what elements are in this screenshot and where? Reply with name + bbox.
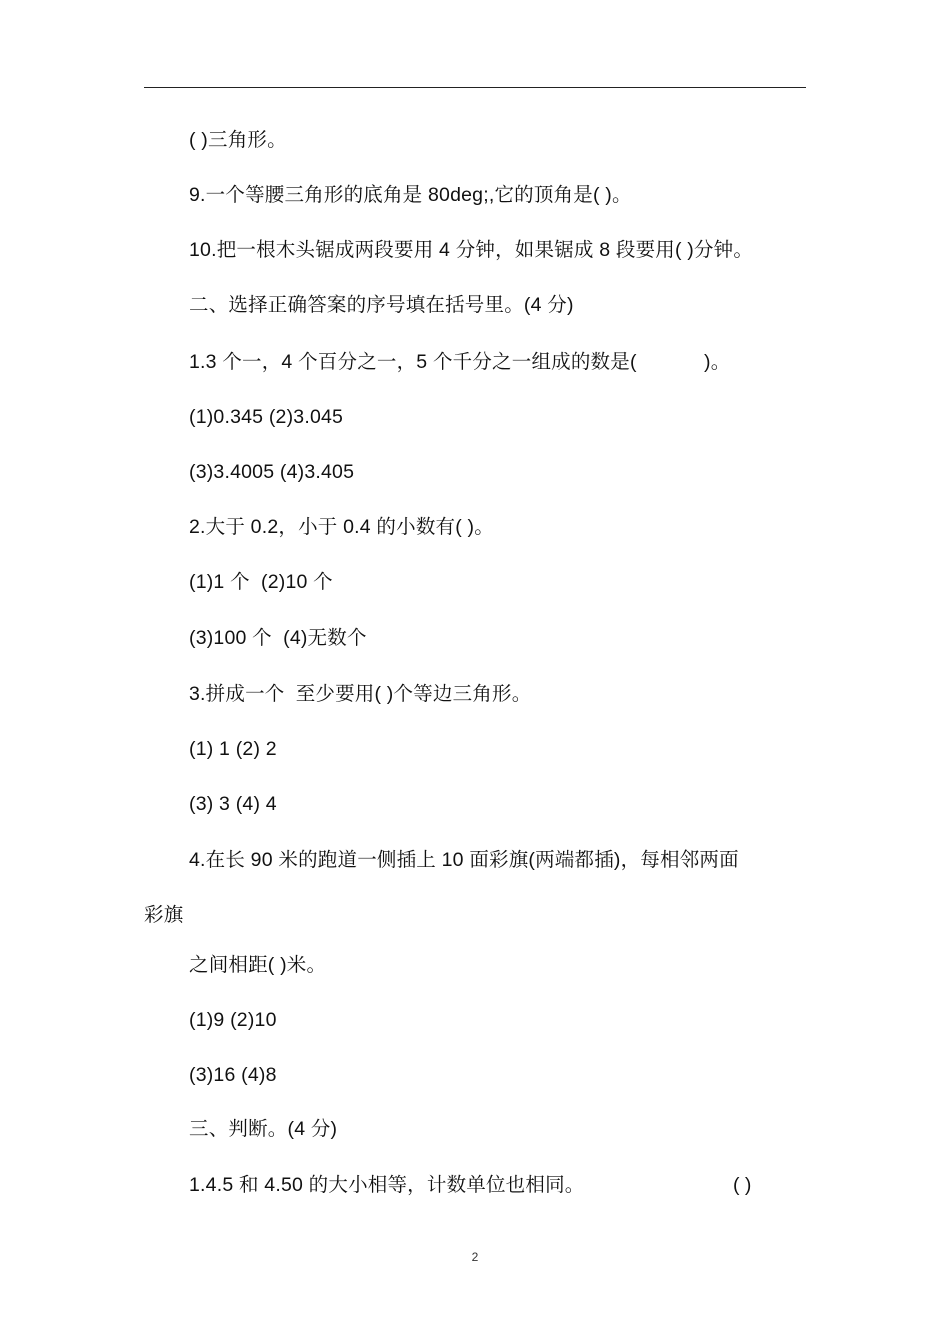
section-heading-judgement: 三、判断。(4 分) — [189, 1118, 338, 1140]
judgement-question-1: 1.4.5 和 4.50 的大小相等，计数单位也相同。 — [189, 1174, 585, 1196]
section-heading-choice: 二、选择正确答案的序号填在括号里。(4 分) — [189, 294, 574, 316]
text-line: ( )三角形。 — [189, 129, 287, 151]
page-number: 2 — [471, 1250, 479, 1264]
choice-options: (3)100 个 (4)无数个 — [189, 627, 367, 649]
choice-options: (1) 1 (2) 2 — [189, 738, 277, 760]
choice-question-3: 3.拼成一个 至少要用( )个等边三角形。 — [189, 683, 532, 705]
question-10: 10.把一根木头锯成两段要用 4 分钟，如果锯成 8 段要用( )分钟。 — [189, 239, 754, 261]
text-line-continued: 彩旗 — [144, 904, 184, 926]
choice-options: (1)0.345 (2)3.045 — [189, 406, 344, 428]
choice-question-2: 2.大于 0.2，小于 0.4 的小数有( )。 — [189, 516, 494, 538]
choice-options: (3) 3 (4) 4 — [189, 793, 277, 815]
choice-options: (3)3.4005 (4)3.405 — [189, 461, 355, 483]
question-9: 9.一个等腰三角形的底角是 80deg;,它的顶角是( )。 — [189, 184, 632, 206]
choice-options: (1)9 (2)10 — [189, 1009, 277, 1031]
header-rule — [144, 87, 806, 88]
choice-options: (1)1 个 (2)10 个 — [189, 571, 333, 593]
answer-blank: ( ) — [733, 1174, 752, 1196]
choice-question-1: 1.3 个一，4 个百分之一，5 个千分之一组成的数是( )。 — [189, 351, 731, 373]
choice-question-4: 4.在长 90 米的跑道一侧插上 10 面彩旗(两端都插)，每相邻两面 — [189, 849, 739, 871]
text-line: 之间相距( )米。 — [189, 954, 327, 976]
choice-options: (3)16 (4)8 — [189, 1064, 277, 1086]
